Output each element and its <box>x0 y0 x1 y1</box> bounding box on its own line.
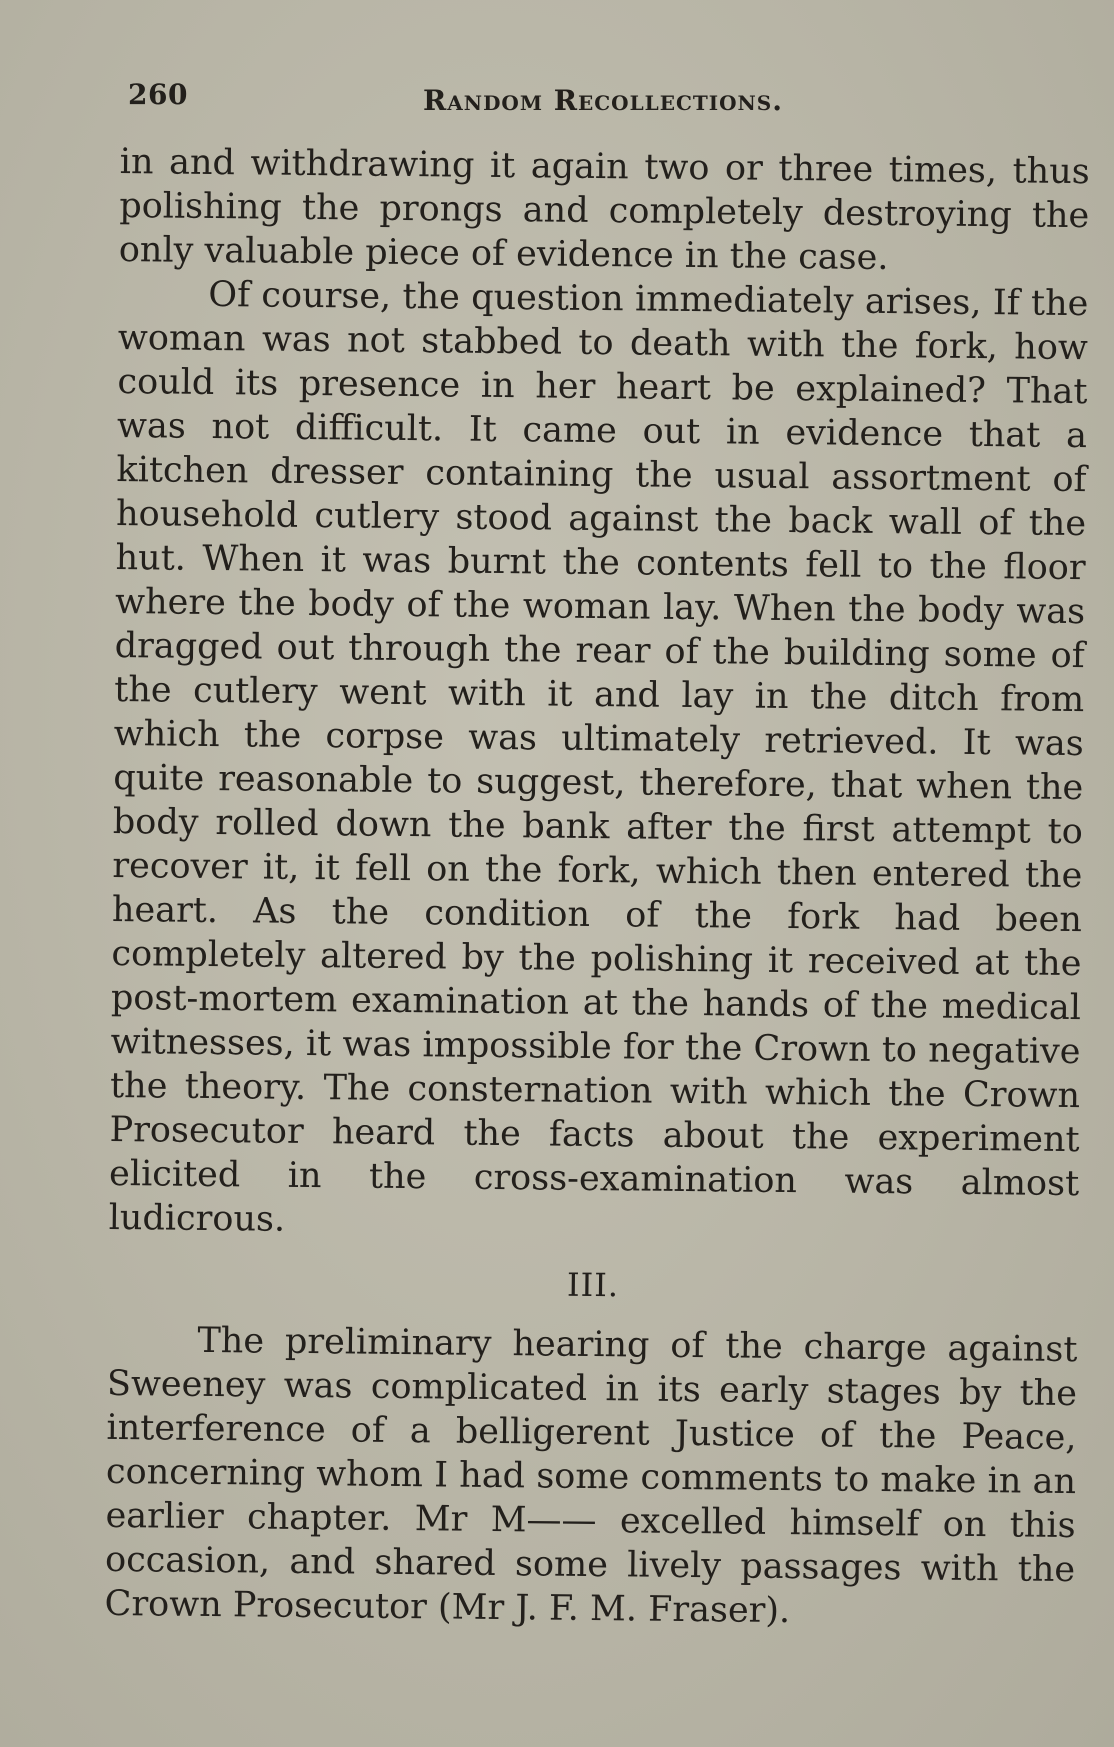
section-number: III. <box>566 1265 620 1305</box>
page-number: 260 <box>128 78 188 111</box>
paragraph-fork-explanation: Of course, the question immediately arises, If the woman was not stabbed to death with the fork, how could its presence in her heart be explained? That was not difficult. It came out in evidence that a kitchen dresser containing the usual assortment of household cutlery stood against the back wall of the hut. When it was burnt the contents fell to the floor where the body of the woman lay. When the body was dragged out through the rear of the building some of the cutlery went with it and lay in the ditch from which the corpse was ultimately retrieved. It was quite reasonable to suggest, therefore, that when the body rolled down the bank after the first attempt to recover it, it fell on the fork, which then entered the heart. As the condition of the fork had been completely altered by the polishing it received at the post-mortem examination at the hands of the medical witnesses, it was impossible for the Crown to negative the theory. The consternation with which the Crown Prosecutor heard the facts about the experiment elicited in the cross-examination was almost ludicrous. <box>108 274 1089 1240</box>
paragraph-preliminary-hearing: The preliminary hearing of the charge against Sweeney was complicated in its early stages by the interference of a belligerent Justice of the Peace, concerning whom I had some comments to make in an earlier chapter. Mr M—— excelled himself on this occasion, and shared some lively passages with the Crown Prosecutor (Mr J. F. M. Fraser). <box>104 1320 1078 1632</box>
paragraph-continuation: in and withdrawing it again two or three times, thus polishing the prongs and completely destroying the only valuable piece of evidence in the case. <box>118 141 1090 279</box>
page-header <box>128 78 1088 128</box>
body-text <box>104 140 1090 1636</box>
running-title: Random Recollections. <box>423 84 783 117</box>
